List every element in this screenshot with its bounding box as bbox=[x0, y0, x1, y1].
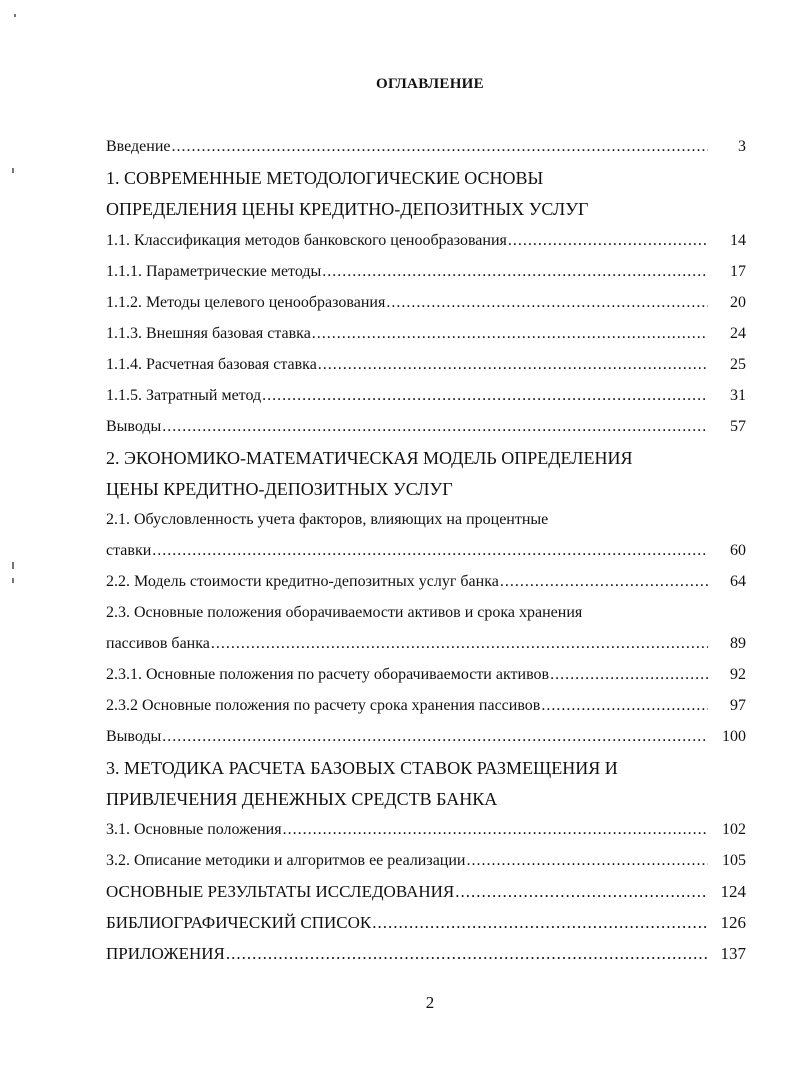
toc-entry-label: 2.3.1. Основные положения по расчету оборачиваемости активов bbox=[106, 666, 550, 683]
toc-entry bbox=[106, 293, 746, 313]
toc-entry-label: 1.1.1. Параметрические методы bbox=[106, 263, 322, 280]
toc-entry-page: 97 bbox=[730, 697, 746, 714]
dot-leader bbox=[262, 386, 708, 406]
toc-entry bbox=[106, 882, 746, 902]
toc-entry-page: 89 bbox=[730, 635, 746, 652]
toc-entry-label: БИБЛИОГРАФИЧЕСКИЙ СПИСОК bbox=[106, 913, 372, 932]
toc-entry bbox=[106, 820, 746, 840]
dot-leader bbox=[211, 634, 708, 654]
scan-speck bbox=[14, 14, 16, 17]
toc-entry bbox=[106, 137, 746, 157]
toc-entry-label: 3.2. Описание методики и алгоритмов ее реализации bbox=[106, 852, 466, 869]
toc-entry-page: 31 bbox=[730, 387, 746, 404]
toc-entry-label: Введение bbox=[106, 138, 171, 155]
toc-entry-page: 126 bbox=[720, 913, 746, 932]
toc-section-heading: 3. МЕТОДИКА РАСЧЕТА БАЗОВЫХ СТАВОК РАЗМЕЩЕНИЯ И bbox=[106, 758, 618, 778]
toc-entry bbox=[106, 324, 746, 344]
toc-entry-label: 2.2. Модель стоимости кредитно-депозитных услуг банка bbox=[106, 573, 499, 590]
dot-leader bbox=[162, 417, 708, 437]
toc-entry bbox=[106, 696, 746, 716]
scan-speck bbox=[12, 562, 14, 569]
toc-entry bbox=[106, 665, 746, 685]
toc-entry-label: 3.1. Основные положения bbox=[106, 821, 282, 838]
toc-entry-label: 1.1.4. Расчетная базовая ставка bbox=[106, 356, 317, 373]
dot-leader bbox=[162, 727, 708, 747]
toc-entry-label: пассивов банка bbox=[106, 635, 210, 652]
toc-section-heading: ОПРЕДЕЛЕНИЯ ЦЕНЫ КРЕДИТНО-ДЕПОЗИТНЫХ УСЛУГ bbox=[106, 199, 589, 219]
dot-leader bbox=[466, 851, 708, 871]
toc-entry bbox=[106, 386, 746, 406]
toc-section-heading: 1. СОВРЕМЕННЫЕ МЕТОДОЛОГИЧЕСКИЕ ОСНОВЫ bbox=[106, 168, 544, 188]
toc-section-heading: ЦЕНЫ КРЕДИТНО-ДЕПОЗИТНЫХ УСЛУГ bbox=[106, 479, 453, 499]
toc-entry-page: 25 bbox=[730, 356, 746, 373]
toc-entry bbox=[106, 262, 746, 282]
dot-leader bbox=[372, 913, 708, 933]
dot-leader bbox=[312, 324, 708, 344]
toc-entry-page: 60 bbox=[730, 542, 746, 559]
dot-leader bbox=[550, 665, 708, 685]
toc-entry-label: ПРИЛОЖЕНИЯ bbox=[106, 944, 225, 963]
toc-entry-label: Выводы bbox=[106, 418, 162, 435]
scan-speck bbox=[12, 578, 14, 583]
toc-entry-page: 105 bbox=[722, 852, 746, 869]
toc-entry bbox=[106, 231, 746, 251]
dot-leader bbox=[386, 293, 708, 313]
dot-leader bbox=[318, 355, 708, 375]
dot-leader bbox=[283, 820, 708, 840]
toc-entry-page: 124 bbox=[720, 882, 746, 901]
toc-entry bbox=[106, 944, 746, 964]
toc-entry-page: 20 bbox=[730, 294, 746, 311]
toc-entry bbox=[106, 572, 746, 592]
toc-entry-page: 57 bbox=[730, 418, 746, 435]
toc-entry-label: 1.1.5. Затратный метод bbox=[106, 387, 262, 404]
toc-section-heading: 2. ЭКОНОМИКО-МАТЕМАТИЧЕСКАЯ МОДЕЛЬ ОПРЕДЕЛЕНИЯ bbox=[106, 448, 633, 468]
toc-entry bbox=[106, 417, 746, 437]
toc-entry-text: 2.3. Основные положения оборачиваемости активов и срока хранения bbox=[106, 604, 583, 621]
toc-entry-label: 1.1. Классификация методов банковского ценообразования bbox=[106, 232, 507, 249]
toc-entry-page: 92 bbox=[730, 666, 746, 683]
dot-leader bbox=[541, 696, 708, 716]
toc-entry-page: 102 bbox=[722, 821, 746, 838]
dot-leader bbox=[172, 137, 709, 157]
toc-entry-page: 3 bbox=[738, 138, 746, 155]
toc-entry bbox=[106, 355, 746, 375]
page-title: ОГЛАВЛЕНИЕ bbox=[376, 76, 484, 92]
dot-leader bbox=[508, 231, 708, 251]
toc-section-heading: ПРИВЛЕЧЕНИЯ ДЕНЕЖНЫХ СРЕДСТВ БАНКА bbox=[106, 789, 498, 809]
toc-entry-label: Выводы bbox=[106, 728, 162, 745]
toc-entry-label: 2.3.2 Основные положения по расчету срока хранения пассивов bbox=[106, 697, 541, 714]
toc-entry bbox=[106, 913, 746, 933]
toc-entry-page: 64 bbox=[730, 573, 746, 590]
toc-entry bbox=[106, 727, 746, 747]
dot-leader bbox=[500, 572, 708, 592]
toc-entry-label: 1.1.3. Внешняя базовая ставка bbox=[106, 325, 311, 342]
toc-entry-page: 17 bbox=[730, 263, 746, 280]
toc-entry-page: 137 bbox=[720, 944, 746, 963]
dot-leader bbox=[455, 882, 708, 902]
toc-entry-page: 24 bbox=[730, 325, 746, 342]
toc-entry-page: 100 bbox=[722, 728, 746, 745]
toc-entry-label: ОСНОВНЫЕ РЕЗУЛЬТАТЫ ИССЛЕДОВАНИЯ bbox=[106, 882, 455, 901]
scan-speck bbox=[12, 168, 14, 173]
toc-entry bbox=[106, 851, 746, 871]
toc-entry-label: ставки bbox=[106, 542, 152, 559]
page-number: 2 bbox=[425, 993, 435, 1012]
toc-entry bbox=[106, 541, 746, 561]
dot-leader bbox=[322, 262, 708, 282]
toc-entry-text: 2.1. Обусловленность учета факторов, влияющих на процентные bbox=[106, 511, 549, 528]
toc-entry-label: 1.1.2. Методы целевого ценообразования bbox=[106, 294, 386, 311]
toc-entry bbox=[106, 634, 746, 654]
dot-leader bbox=[152, 541, 708, 561]
toc-entry-page: 14 bbox=[730, 232, 746, 249]
dot-leader bbox=[226, 944, 708, 964]
